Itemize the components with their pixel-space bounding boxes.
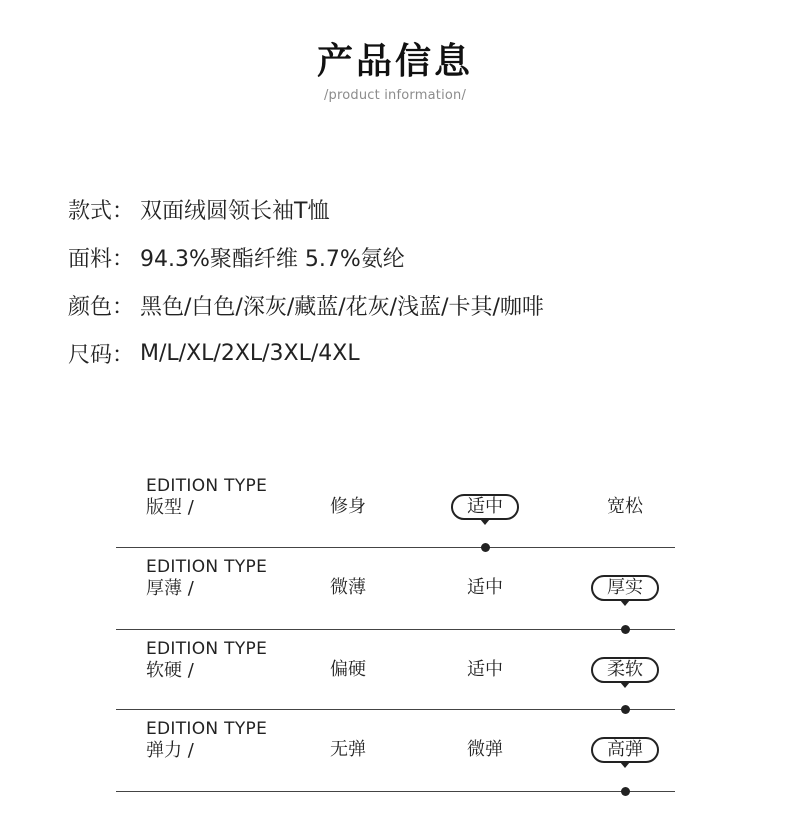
attribute-label [146,475,267,519]
attribute-option: 偏硬 [330,659,366,680]
page-subtitle: /product information/ [323,88,467,103]
attribute-option: 微弹 [467,739,503,760]
attribute-row-softness [116,630,675,710]
attribute-option: 适中 [467,659,503,680]
attribute-label-en: EDITION TYPE [146,557,268,577]
spec-row-size [68,329,544,377]
attribute-option-selected [587,575,663,601]
selected-pill: 厚实 [591,575,659,601]
spec-key: 款式： [68,198,135,224]
attribute-label [146,718,267,762]
attribute-option: 宽松 [607,496,643,517]
attribute-option-selected [447,494,523,520]
attribute-row-fit [116,467,675,548]
spec-key: 尺码： [68,342,135,368]
attribute-label-cn: 厚薄 / [146,578,194,599]
spec-row-fabric [68,233,544,281]
attribute-label-en: EDITION TYPE [146,719,268,739]
selected-pill: 柔软 [591,657,659,683]
scale-marker-dot [621,787,630,796]
page-title: 产品信息 [316,41,473,82]
spec-list [68,185,544,377]
attribute-option: 修身 [330,496,366,517]
attribute-option: 无弹 [330,739,366,760]
spec-key: 面料： [68,246,135,272]
spec-key: 颜色： [68,294,135,320]
selected-pill: 适中 [451,494,519,520]
spec-value: M/L/XL/2XL/3XL/4XL [140,340,360,366]
attribute-option: 适中 [467,577,503,598]
spec-value: 双面绒圆领长袖T恤 [140,198,330,224]
attribute-label [146,556,267,600]
attribute-label [146,638,267,682]
attribute-label-cn: 弹力 / [146,740,194,761]
spec-row-style [68,185,544,233]
attribute-option: 微薄 [330,577,366,598]
attribute-option-selected [587,737,663,763]
attribute-label-en: EDITION TYPE [146,639,268,659]
page-header [0,38,790,103]
attribute-label-cn: 版型 / [146,497,194,518]
attribute-option-selected [587,657,663,683]
attribute-label-cn: 软硬 / [146,660,194,681]
spec-value: 黑色/白色/深灰/藏蓝/花灰/浅蓝/卡其/咖啡 [140,294,544,320]
attribute-row-thickness [116,548,675,630]
attribute-label-en: EDITION TYPE [146,476,268,496]
spec-row-color [68,281,544,329]
selected-pill: 高弹 [591,737,659,763]
spec-value: 94.3%聚酯纤维 5.7%氨纶 [140,246,405,272]
attribute-scale-list [116,467,675,792]
attribute-row-elasticity [116,710,675,792]
